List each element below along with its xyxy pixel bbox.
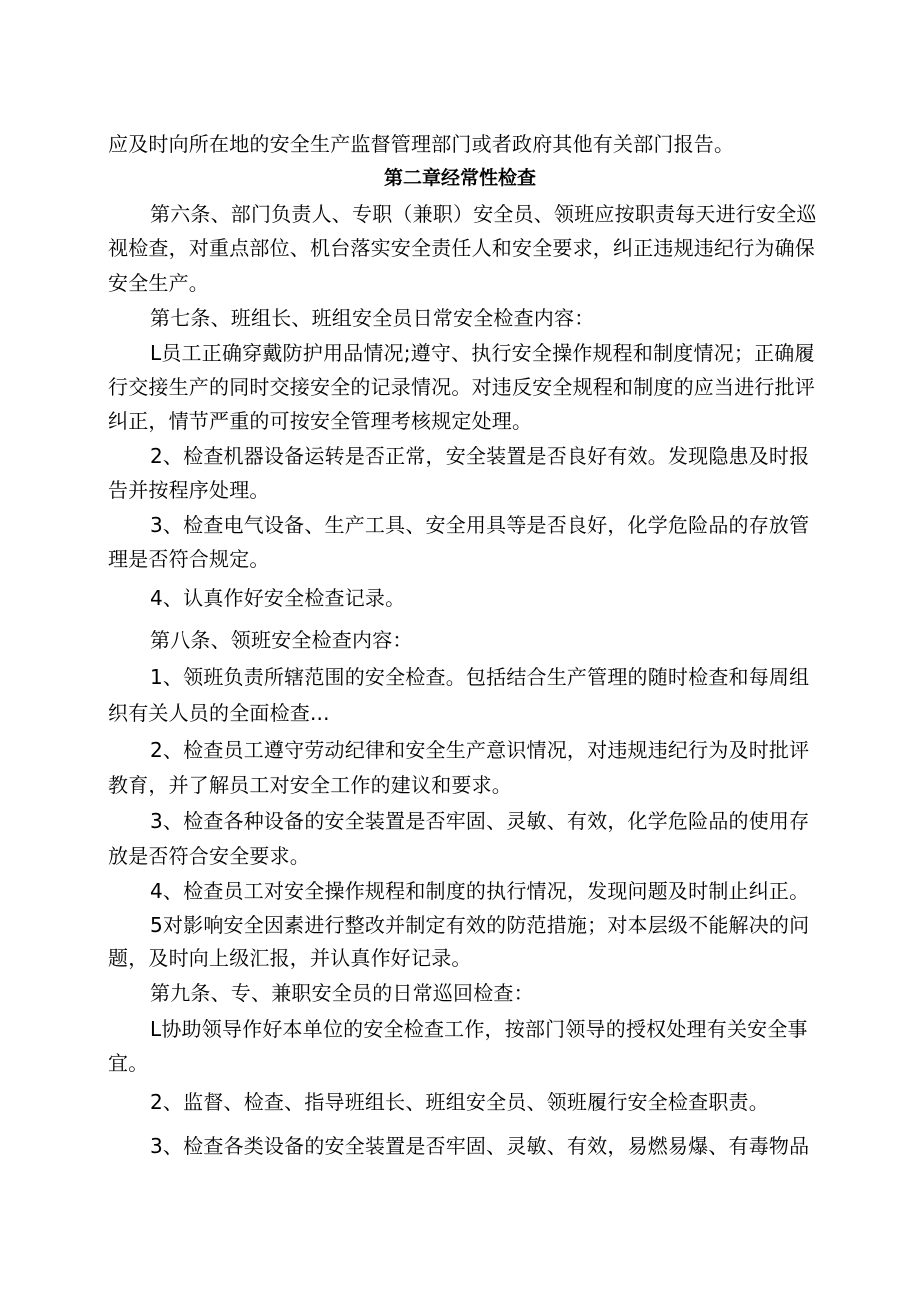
paragraph-line: 1、领班负责所辖范围的安全检查。包括结合生产管理的随时检查和每周组 xyxy=(150,665,810,689)
paragraph-line: 题，及时向上级汇报，并认真作好记录。 xyxy=(108,946,472,970)
paragraph-line: L协助领导作好本单位的安全检查工作，按部门领导的授权处理有关安全事 xyxy=(150,1017,808,1041)
paragraph-line: 告并按程序处理。 xyxy=(108,478,270,502)
paragraph-line: 3、检查各种设备的安全装置是否牢固、灵敏、有效，化学危险品的使用存 xyxy=(150,809,810,833)
paragraph-line: 宜。 xyxy=(108,1051,149,1075)
paragraph-line: 安全生产。 xyxy=(108,271,209,295)
paragraph-line: 2、检查机器设备运转是否正常，安全装置是否良好有效。发现隐患及时报 xyxy=(150,444,810,468)
paragraph-line: 纠正，情节严重的可按安全管理考核规定处理。 xyxy=(108,409,533,433)
chapter-title: 第二章经常性检查 xyxy=(383,167,536,189)
paragraph-line: 3、检查电气设备、生产工具、安全用具等是否良好，化学危险品的存放管 xyxy=(150,513,810,537)
paragraph-line: 4、认真作好安全检查记录。 xyxy=(150,586,406,610)
paragraph-line: 教育，并了解员工对安全工作的建议和要求。 xyxy=(108,773,512,797)
paragraph-line: 4、检查员工对安全操作规程和制度的执行情况，发现问题及时制止纠正。 xyxy=(150,879,810,903)
paragraph-line: 视检查，对重点部位、机台落实安全责任人和安全要求，纠正违规违纪行为确保 xyxy=(108,236,815,260)
paragraph-line: 理是否符合规定。 xyxy=(108,547,270,571)
paragraph-line: 应及时向所在地的安全生产监督管理部门或者政府其他有关部门报告。 xyxy=(108,132,735,156)
paragraph-line: 第七条、班组长、班组安全员日常安全检查内容： xyxy=(150,306,595,330)
paragraph-line: L员工正确穿戴防护用品情况;遵守、执行安全操作规程和制度情况；正确履 xyxy=(150,341,815,365)
paragraph-line: 第八条、领班安全检查内容： xyxy=(150,628,413,652)
paragraph-line: 3、检查各类设备的安全装置是否牢固、灵敏、有效，易燃易爆、有毒物品 xyxy=(150,1134,810,1158)
paragraph-line: 第九条、专、兼职安全员的日常巡回检查： xyxy=(150,981,534,1005)
paragraph-line: 2、检查员工遵守劳动纪律和安全生产意识情况，对违规违纪行为及时批评 xyxy=(150,738,810,762)
paragraph-line: 行交接生产的同时交接安全的记录情况。对违反安全规程和制度的应当进行批评 xyxy=(108,375,815,399)
paragraph-line: 2、监督、检查、指导班组长、班组安全员、领班履行安全检查职责。 xyxy=(150,1090,769,1114)
paragraph-line: 第六条、部门负责人、专职（兼职）安全员、领班应按职责每天进行安全巡 xyxy=(150,202,817,226)
paragraph-line: 5对影响安全因素进行整改并制定有效的防范措施；对本层级不能解决的问 xyxy=(150,913,810,937)
paragraph-line: 放是否符合安全要求。 xyxy=(108,844,310,868)
paragraph-line: 织有关人员的全面检查... xyxy=(108,701,330,725)
